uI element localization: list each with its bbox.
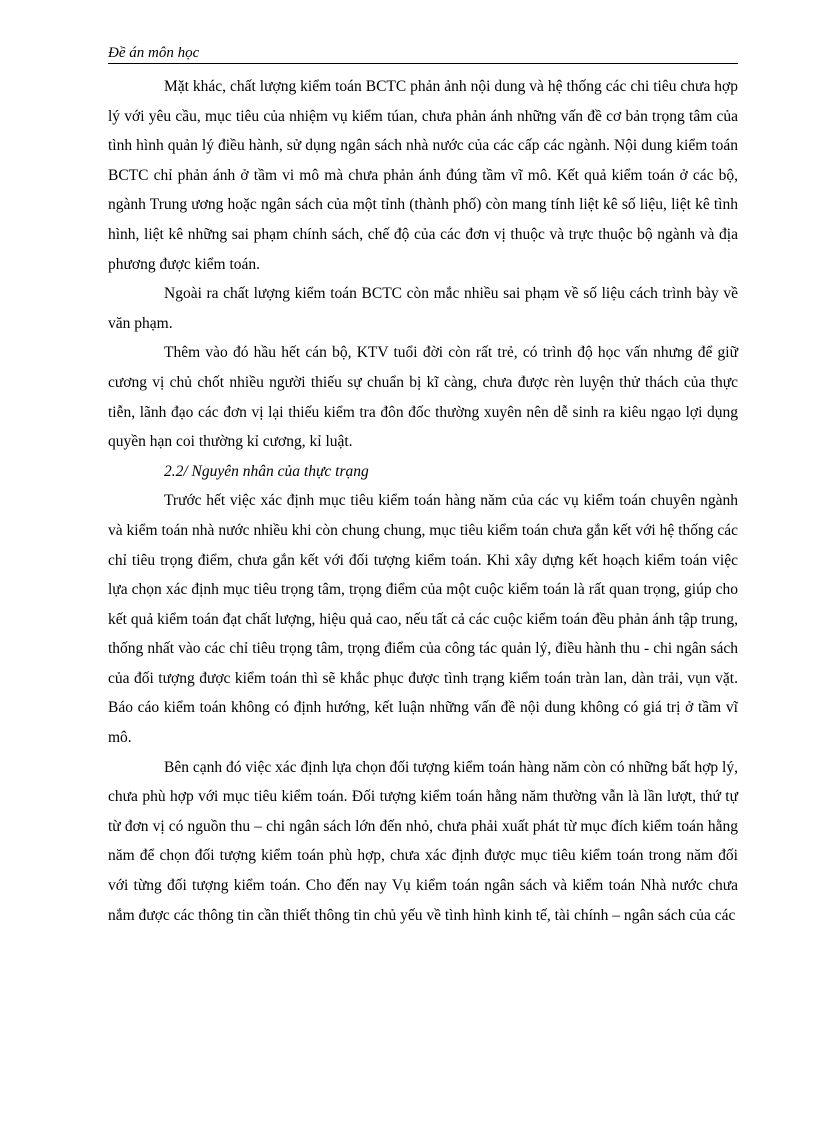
document-body <box>108 72 738 930</box>
paragraph: Trước hết việc xác định mục tiêu kiểm toán hàng năm của các vụ kiểm toán chuyên ngành và kiểm toán nhà nước nhiều khi còn chung chung, mục tiêu kiểm toán chưa gắn kết với hệ thống các chỉ tiêu trọng điểm, chưa gắn kết với đối tượng kiểm toán. Khi xây dựng kết hoạch kiểm toán việc lựa chọn xác định mục tiêu trọng tâm, trọng điểm của một cuộc kiểm toán là rất quan trọng, giúp cho kết quả kiểm toán đạt chất lượng, hiệu quả cao, nếu tất cả các cuộc kiểm toán đều phản ánh tập trung, thống nhất vào các chỉ tiêu trọng tâm, trọng điểm của công tác quản lý, điều hành thu - chi ngân sách của đối tượng được kiểm toán thì sẽ khắc phục được tình trạng kiểm toán tràn lan, dàn trải, vụn vặt. Báo cáo kiểm toán không có định hướng, kết luận những vấn đề nội dung không có giá trị ở tầm vĩ mô. <box>108 492 738 747</box>
paragraph: Mặt khác, chất lượng kiểm toán BCTC phản ảnh nội dung và hệ thống các chi tiêu chưa hợp lý với yêu cầu, mục tiêu của nhiệm vụ kiểm túan, chưa phản ánh những vấn đề cơ bản trọng tâm của tình hình quản lý điều hành, sử dụng ngân sách nhà nước của các cấp các ngành. Nội dung kiểm toán BCTC chỉ phản ánh ở tầm vi mô mà chưa phản ánh đúng tầm vĩ mô. Kết quả kiểm toán ở các bộ, ngành Trung ương hoặc ngân sách của một tỉnh (thành phố) còn mang tính liệt kê số liệu, liệt kê tình hình, liệt kê những sai phạm chính sách, chế độ của các đơn vị thuộc và trực thuộc bộ ngành và địa phương được kiểm toán. <box>108 78 738 273</box>
page-header: Đề án môn học <box>108 44 738 64</box>
paragraph: Bên cạnh đó việc xác định lựa chọn đối tượng kiểm toán hàng năm còn có những bất hợp lý, chưa phù hợp với mục tiêu kiểm toán. Đối tượng kiểm toán hằng năm thường vẫn là lần lượt, thứ tự từ đơn vị có nguồn thu – chi ngân sách lớn đến nhỏ, chưa phải xuất phát từ mục đích kiểm toán hằng năm để chọn đối tượng kiểm toán phù hợp, chưa xác định được mục tiêu kiểm toán trong năm đối với từng đối tượng kiểm toán. Cho đến nay Vụ kiểm toán ngân sách và kiểm toán Nhà nước chưa nắm được các thông tin cần thiết thông tin chủ yếu về tình hình kinh tế, tài chính – ngân sách của các <box>108 758 738 924</box>
paragraph: Ngoài ra chất lượng kiểm toán BCTC còn mắc nhiều sai phạm về số liệu cách trình bày về văn phạm. <box>108 285 738 332</box>
section-heading: 2.2/ Nguyên nhân của thực trạng <box>164 462 369 480</box>
paragraph: Thêm vào đó hầu hết cán bộ, KTV tuổi đời còn rất trẻ, có trình độ học vấn nhưng để giữ cương vị chủ chốt nhiều người thiếu sự chuẩn bị kĩ càng, chưa được rèn luyện thử thách của thực tiễn, lãnh đạo các đơn vị lại thiếu kiểm tra đôn đốc thường xuyên nên dễ sinh ra kiêu ngạo lợi dụng quyền hạn coi thường kỉ cương, kỉ luật. <box>108 344 738 451</box>
